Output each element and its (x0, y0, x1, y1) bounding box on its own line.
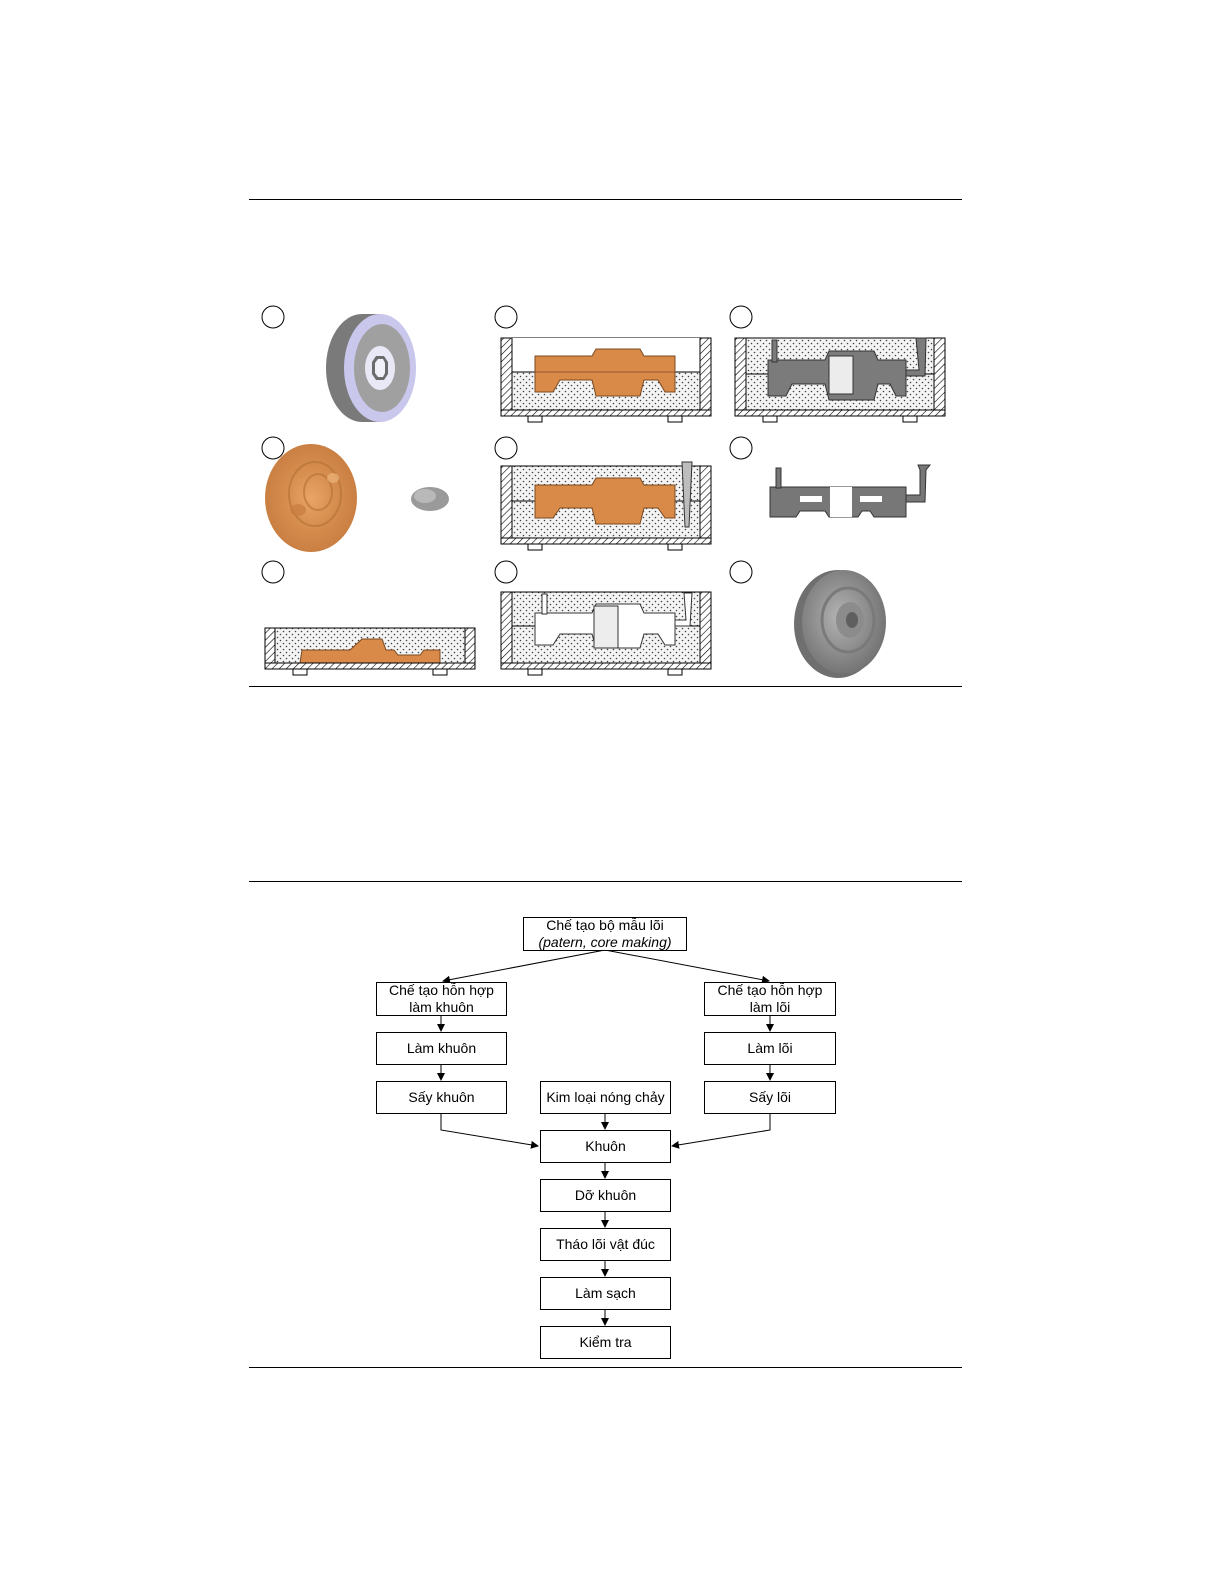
panel-9-marker (730, 561, 752, 583)
node-pattern-line1: Chế tạo bộ mẫu lõi (546, 917, 664, 933)
panel-9-finished-casting (794, 570, 886, 678)
node-mold-make (376, 1032, 507, 1065)
panel-1-marker (262, 306, 284, 328)
panel-7-marker (262, 561, 284, 583)
node-mold-mix-line1: Chế tạo hỗn hợp (389, 982, 494, 998)
panel-4-marker (262, 437, 284, 459)
node-core-dry-label: Sấy lõi (748, 1089, 792, 1105)
node-mold-label: Khuôn (585, 1138, 626, 1154)
panel-8-closed-mold-cavity (501, 592, 711, 675)
panel-3-marker (730, 306, 752, 328)
node-core-dry (704, 1081, 836, 1114)
edge-core-dry-to-mold (672, 1114, 770, 1146)
node-inspection (540, 1326, 671, 1359)
panel-4-wood-pattern-and-core (265, 444, 449, 552)
flowchart-top-rule (249, 881, 962, 882)
node-inspection-label: Kiểm tra (579, 1334, 632, 1350)
node-core-removal-label: Tháo lõi vật đúc (556, 1236, 655, 1252)
node-mold-dry-label: Sấy khuôn (408, 1089, 475, 1105)
node-pattern-line2: (patern, core making) (538, 934, 672, 950)
edge-mold-dry-to-mold (441, 1114, 538, 1146)
flowchart-bottom-rule (249, 1367, 962, 1368)
node-mold-mix-line2: làm khuôn (409, 999, 474, 1015)
panel-7-drag-molding (265, 628, 475, 675)
panel-2-flask-drag-with-pattern (501, 338, 711, 422)
node-mold-mix (376, 982, 507, 1016)
node-molten-metal (540, 1081, 671, 1114)
node-shakeout-label: Dỡ khuôn (574, 1187, 637, 1203)
node-molten-metal-label: Kim loại nóng chảy (546, 1089, 665, 1105)
edge-pattern-to-core-mix (605, 950, 769, 981)
node-core-mix-line1: Chế tạo hỗn hợp (717, 982, 823, 998)
node-mold-dry (376, 1081, 507, 1114)
node-core-make-label: Làm lõi (747, 1040, 793, 1056)
node-core-removal (540, 1228, 671, 1261)
panel-6-marker (730, 437, 752, 459)
panel-6-raw-casting (770, 465, 930, 517)
node-mold (540, 1130, 671, 1163)
panel-5-flask-with-full-pattern (501, 462, 711, 550)
panel-5-marker (495, 437, 517, 459)
node-core-make (704, 1032, 836, 1065)
panel-1-part-render (326, 314, 416, 422)
sand-casting-illustration (0, 0, 1225, 700)
panel-8-marker (495, 561, 517, 583)
node-shakeout (540, 1179, 671, 1212)
edge-pattern-to-mold-mix (443, 950, 605, 981)
node-core-mix-line2: làm lõi (749, 999, 791, 1015)
panel-2-marker (495, 306, 517, 328)
node-pattern-core-making (523, 917, 687, 951)
node-mold-make-label: Làm khuôn (406, 1040, 477, 1056)
node-cleaning (540, 1277, 671, 1310)
node-core-mix (704, 982, 836, 1016)
node-cleaning-label: Làm sạch (575, 1285, 636, 1301)
panel-3-poured-mold (735, 338, 945, 422)
